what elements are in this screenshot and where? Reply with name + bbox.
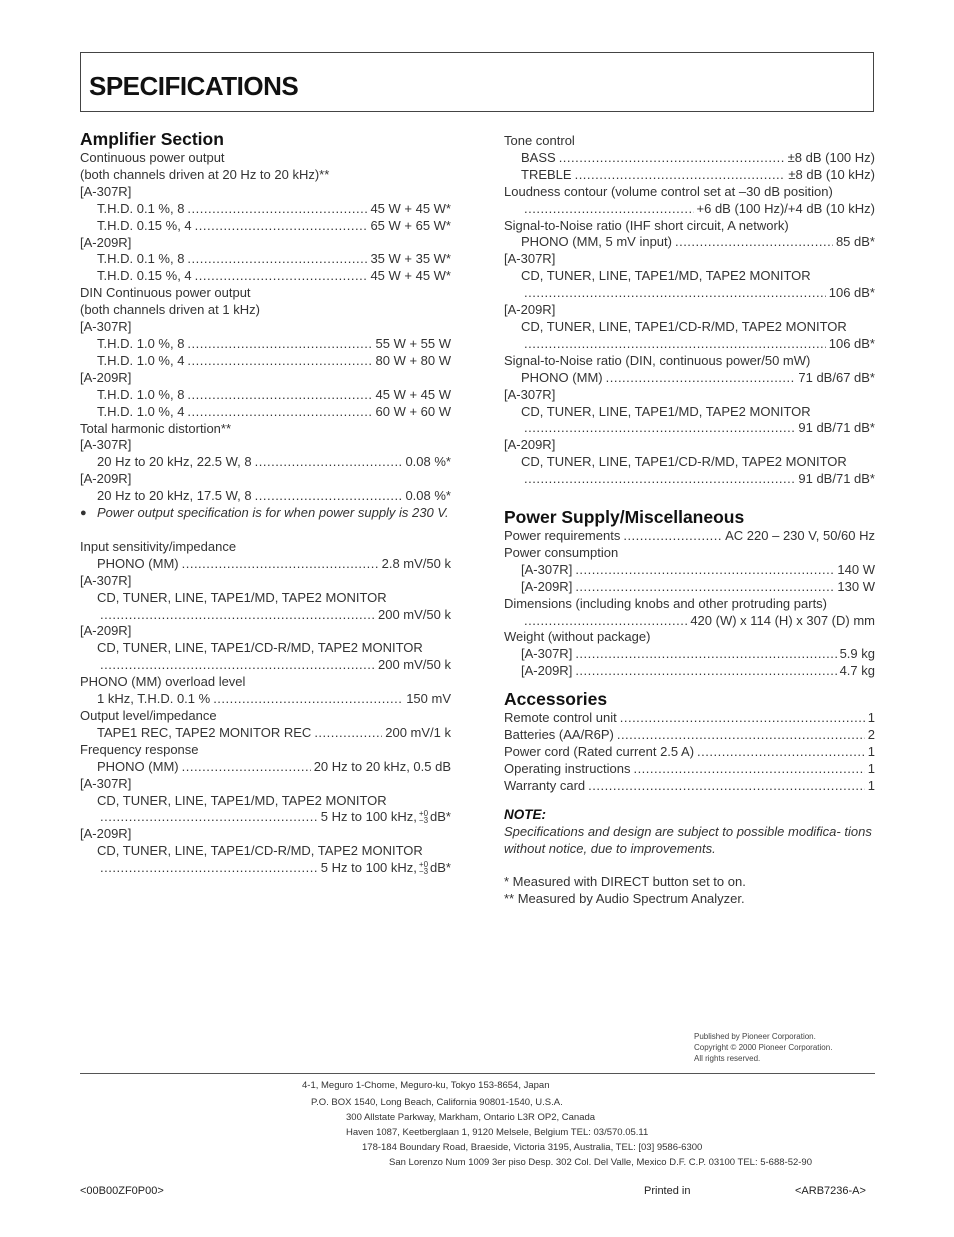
spec-label: [A-307R] xyxy=(521,646,573,662)
spec-label: PHONO (MM, 5 mV input) xyxy=(521,234,672,250)
spec-row xyxy=(80,268,451,285)
bullet-text: Power output specification is for when power supply is 230 V. xyxy=(97,505,449,521)
footnote: * Measured with DIRECT button set to on. xyxy=(504,874,746,890)
accessories-heading: Accessories xyxy=(504,689,608,710)
accessory-row xyxy=(504,761,875,778)
spec-label: T.H.D. 1.0 %, 4 xyxy=(97,403,185,419)
spec-label: 20 Hz to 20 kHz, 17.5 W, 8 xyxy=(97,488,252,504)
spec-line: Dimensions (including knobs and other protruding parts) xyxy=(504,595,828,611)
leader-dots xyxy=(255,488,403,505)
leader-dots xyxy=(588,778,865,795)
model-label: [A-307R] xyxy=(80,183,132,199)
accessory-label: Warranty card xyxy=(504,777,586,793)
spec-row xyxy=(504,285,875,302)
source-list: CD, TUNER, LINE, TAPE1/MD, TAPE2 MONITOR xyxy=(521,403,811,419)
leader-dots xyxy=(617,727,865,744)
leader-dots xyxy=(100,860,318,877)
spec-value: ±8 dB (100 Hz) xyxy=(787,149,875,165)
spec-row xyxy=(504,663,875,680)
page-title: SPECIFICATIONS xyxy=(89,71,299,101)
spec-row xyxy=(80,607,451,624)
spec-line: Signal-to-Noise ratio (DIN, continuous power/50 mW) xyxy=(504,352,811,368)
accessory-qty: 1 xyxy=(867,744,875,759)
spec-value: 420 (W) x 114 (H) x 307 (D) mm xyxy=(690,612,875,628)
spec-label: Power requirements xyxy=(504,528,621,544)
leader-dots xyxy=(524,201,694,218)
spec-row xyxy=(80,809,451,826)
tolerance-minus: −3 xyxy=(418,816,429,826)
spec-value: 200 mV/50 k xyxy=(378,606,451,622)
spec-value: AC 220 – 230 V, 50/60 Hz xyxy=(725,528,875,544)
spec-line: Weight (without package) xyxy=(504,629,651,645)
footer-code-right: <ARB7236-A> xyxy=(795,1185,866,1197)
spec-label: T.H.D. 1.0 %, 8 xyxy=(97,386,185,402)
leader-dots xyxy=(524,420,795,437)
spec-line: Power consumption xyxy=(504,544,619,560)
spec-line: (both channels driven at 1 kHz) xyxy=(80,302,260,318)
spec-label: BASS xyxy=(521,149,556,165)
address-line: 300 Allstate Parkway, Markham, Ontario L3R OP2, Canada xyxy=(346,1112,596,1123)
spec-value: 0.08 %* xyxy=(405,488,451,504)
leader-dots xyxy=(575,579,834,596)
leader-dots xyxy=(606,370,796,387)
spec-value: 20 Hz to 20 kHz, 0.5 dB xyxy=(313,758,451,774)
model-label: [A-307R] xyxy=(80,319,132,335)
spec-line: Signal-to-Noise ratio (IHF short circuit, A network) xyxy=(504,217,789,233)
model-label: [A-209R] xyxy=(504,302,556,318)
spec-line: DIN Continuous power output xyxy=(80,285,251,301)
spec-row xyxy=(504,579,875,596)
spec-value: ±8 dB (10 kHz) xyxy=(788,166,875,182)
leader-dots xyxy=(697,744,865,761)
spec-value: 60 W + 60 W xyxy=(375,403,451,419)
spec-value: 150 mV xyxy=(406,691,451,707)
accessory-qty: 1 xyxy=(867,710,875,726)
spec-value: 91 dB/71 dB* xyxy=(798,420,875,436)
spec-line: (both channels driven at 20 Hz to 20 kHz)** xyxy=(80,166,330,182)
publisher-line: Published by Pioneer Corporation. xyxy=(694,1032,816,1041)
spec-value: 85 dB* xyxy=(835,234,875,250)
spec-value: 45 W + 45 W xyxy=(375,386,451,402)
leader-dots xyxy=(195,218,368,235)
address-line: P.O. BOX 1540, Long Beach, California 90801-1540, U.S.A. xyxy=(311,1097,563,1108)
spec-value: 45 W + 45 W* xyxy=(370,200,451,216)
spec-value: 106 dB* xyxy=(828,335,875,351)
spec-value: 65 W + 65 W* xyxy=(370,217,451,233)
bullet-note xyxy=(80,505,451,522)
accessory-qty: 2 xyxy=(867,727,875,743)
spec-line: Tone control xyxy=(504,133,575,148)
spec-value: 200 mV/50 k xyxy=(378,657,451,673)
leader-dots xyxy=(675,234,833,251)
leader-dots xyxy=(100,809,318,826)
spec-value xyxy=(321,860,451,877)
accessory-label: Remote control unit xyxy=(504,710,617,726)
leader-dots xyxy=(187,336,372,353)
spec-row xyxy=(80,218,451,235)
spec-label: 20 Hz to 20 kHz, 22.5 W, 8 xyxy=(97,454,252,470)
spec-row xyxy=(80,725,451,742)
leader-dots xyxy=(182,759,311,776)
source-list: CD, TUNER, LINE, TAPE1/MD, TAPE2 MONITOR xyxy=(97,792,387,808)
spec-row xyxy=(504,370,875,387)
address-line: San Lorenzo Num 1009 3er piso Desp. 302 Col. Del Valle, Mexico D.F. C.P. 03100 TEL: 5-688-52-90 xyxy=(389,1157,812,1168)
tolerance xyxy=(419,861,428,875)
source-list: CD, TUNER, LINE, TAPE1/MD, TAPE2 MONITOR xyxy=(97,589,387,605)
spec-line: Loudness contour (volume control set at –30 dB position) xyxy=(504,183,833,199)
leader-dots xyxy=(623,528,722,545)
accessory-row xyxy=(504,744,875,761)
spec-row xyxy=(80,454,451,471)
spec-row xyxy=(80,759,451,776)
spec-value: 55 W + 55 W xyxy=(375,335,451,351)
source-list: CD, TUNER, LINE, TAPE1/CD-R/MD, TAPE2 MONITOR xyxy=(521,454,847,470)
model-label: [A-209R] xyxy=(80,826,132,842)
spec-row xyxy=(504,646,875,663)
leader-dots xyxy=(575,663,836,680)
amplifier-section xyxy=(80,128,451,877)
spec-value: 2.8 mV/50 k xyxy=(381,555,451,571)
leader-dots xyxy=(314,725,382,742)
spec-row xyxy=(504,167,875,184)
leader-dots xyxy=(524,471,795,488)
spec-row xyxy=(504,150,875,167)
leader-dots xyxy=(213,691,403,708)
spec-label: [A-307R] xyxy=(521,561,573,577)
leader-dots xyxy=(187,387,372,404)
leader-dots xyxy=(187,201,367,218)
model-label: [A-209R] xyxy=(80,623,132,639)
accessory-row xyxy=(504,727,875,744)
spec-label: PHONO (MM) xyxy=(97,758,179,774)
spec-label: T.H.D. 0.1 %, 8 xyxy=(97,251,185,267)
spec-value: +6 dB (100 Hz)/+4 dB (10 kHz) xyxy=(696,200,875,216)
note-text: Specifications and design are subject to possible modifica- tions without notice, due to improvements. xyxy=(504,823,872,856)
leader-dots xyxy=(255,454,403,471)
right-column xyxy=(504,133,875,908)
spec-value: 45 W + 45 W* xyxy=(370,268,451,284)
leader-dots xyxy=(187,251,367,268)
model-label: [A-307R] xyxy=(80,572,132,588)
spec-line: Frequency response xyxy=(80,741,199,757)
leader-dots xyxy=(633,761,864,778)
spec-row xyxy=(80,336,451,353)
spec-value: 4.7 kg xyxy=(839,663,875,679)
spec-row xyxy=(504,201,875,218)
spec-row xyxy=(504,420,875,437)
address-line: 4-1, Meguro 1-Chome, Meguro-ku, Tokyo 153-8654, Japan xyxy=(302,1080,550,1091)
spec-value: 140 W xyxy=(837,561,875,577)
spec-row xyxy=(504,471,875,488)
leader-dots xyxy=(620,710,865,727)
accessory-qty: 1 xyxy=(867,760,875,776)
spec-label: T.H.D. 0.1 %, 8 xyxy=(97,200,185,216)
spec-value: 130 W xyxy=(837,578,875,594)
spec-row xyxy=(504,562,875,579)
leader-dots xyxy=(575,646,836,663)
spec-label: PHONO (MM) xyxy=(521,369,603,385)
spec-row xyxy=(80,860,451,877)
spec-row xyxy=(504,234,875,251)
model-label: [A-307R] xyxy=(80,437,132,453)
footer-code-left: <00B00ZF0P00> xyxy=(80,1185,164,1197)
spec-value: 35 W + 35 W* xyxy=(370,251,451,267)
leader-dots xyxy=(100,657,375,674)
leader-dots xyxy=(182,556,379,573)
address-line: Haven 1087, Keetberglaan 1, 9120 Melsele, Belgium TEL: 03/570.05.11 xyxy=(346,1127,649,1138)
footer-printed-in: Printed in xyxy=(644,1185,691,1197)
spec-row xyxy=(80,387,451,404)
publisher-note xyxy=(694,1031,832,1064)
tolerance-plus: +0 xyxy=(418,860,429,870)
spec-value: 5.9 kg xyxy=(839,646,875,662)
model-label: [A-209R] xyxy=(80,471,132,487)
spec-label: TREBLE xyxy=(521,166,572,182)
model-label: [A-209R] xyxy=(80,369,132,385)
spec-label: [A-209R] xyxy=(521,663,573,679)
leader-dots xyxy=(524,613,687,630)
tolerance-plus: +0 xyxy=(418,809,429,819)
tolerance-minus: −3 xyxy=(418,867,429,877)
note-heading: NOTE: xyxy=(504,806,546,822)
spec-row xyxy=(80,251,451,268)
spec-label: 1 kHz, T.H.D. 0.1 % xyxy=(97,691,211,707)
leader-dots xyxy=(100,607,375,624)
leader-dots xyxy=(187,404,372,421)
spec-row xyxy=(504,528,875,545)
leader-dots xyxy=(575,167,786,184)
address-line: 178-184 Boundary Road, Braeside, Victoria 3195, Australia, TEL: [03] 9586-6300 xyxy=(362,1142,703,1153)
spec-row xyxy=(80,657,451,674)
leader-dots xyxy=(195,268,368,285)
tolerance xyxy=(419,810,428,824)
spec-row xyxy=(80,691,451,708)
model-label: [A-209R] xyxy=(80,234,132,250)
bullet-icon: ● xyxy=(80,507,87,520)
power-supply-heading: Power Supply/Miscellaneous xyxy=(504,507,745,528)
source-list: CD, TUNER, LINE, TAPE1/CD-R/MD, TAPE2 MONITOR xyxy=(521,318,847,334)
leader-dots xyxy=(187,353,372,370)
leader-dots xyxy=(575,562,834,579)
spec-row xyxy=(80,353,451,370)
accessory-row xyxy=(504,778,875,795)
model-label: [A-307R] xyxy=(504,386,556,402)
leader-dots xyxy=(524,336,826,353)
spec-line: PHONO (MM) overload level xyxy=(80,674,246,690)
spec-value: 71 dB/67 dB* xyxy=(798,369,875,385)
source-list: CD, TUNER, LINE, TAPE1/MD, TAPE2 MONITOR xyxy=(521,268,811,284)
model-label: [A-307R] xyxy=(80,775,132,791)
accessory-label: Batteries (AA/R6P) xyxy=(504,727,614,743)
spec-row xyxy=(504,336,875,353)
spec-row xyxy=(80,404,451,421)
accessory-label: Power cord (Rated current 2.5 A) xyxy=(504,744,695,759)
spec-line: Total harmonic distortion** xyxy=(80,420,232,436)
accessory-row xyxy=(504,710,875,727)
spec-line: Continuous power output xyxy=(80,150,225,165)
leader-dots xyxy=(559,150,785,167)
value-unit: dB* xyxy=(430,809,451,825)
spec-row xyxy=(504,613,875,630)
amplifier-heading: Amplifier Section xyxy=(80,129,224,149)
value-text: 5 Hz to 100 kHz, xyxy=(320,809,417,825)
spec-label: [A-209R] xyxy=(521,578,573,594)
spec-label: T.H.D. 1.0 %, 8 xyxy=(97,335,185,351)
footnote: ** Measured by Audio Spectrum Analyzer. xyxy=(504,891,745,907)
value-unit: dB* xyxy=(430,860,451,876)
source-list: CD, TUNER, LINE, TAPE1/CD-R/MD, TAPE2 MONITOR xyxy=(97,640,423,656)
spec-value: 80 W + 80 W xyxy=(375,352,451,368)
source-list: CD, TUNER, LINE, TAPE1/CD-R/MD, TAPE2 MONITOR xyxy=(97,843,423,859)
title-box xyxy=(80,52,874,112)
publisher-line: Copyright © 2000 Pioneer Corporation. xyxy=(694,1043,833,1052)
spec-label: PHONO (MM) xyxy=(97,555,179,571)
spec-value: 200 mV/1 k xyxy=(385,724,451,740)
publisher-line: All rights reserved. xyxy=(694,1054,761,1063)
leader-dots xyxy=(524,285,826,302)
spec-label: T.H.D. 0.15 %, 4 xyxy=(97,217,192,233)
value-text: 5 Hz to 100 kHz, xyxy=(320,860,417,876)
spec-label: T.H.D. 1.0 %, 4 xyxy=(97,352,185,368)
spec-row xyxy=(80,488,451,505)
divider xyxy=(80,1073,875,1074)
spec-row xyxy=(80,201,451,218)
accessory-label: Operating instructions xyxy=(504,760,631,776)
accessory-qty: 1 xyxy=(867,777,875,793)
spec-value: 106 dB* xyxy=(828,285,875,301)
spec-row xyxy=(80,556,451,573)
spec-value: 0.08 %* xyxy=(405,454,451,470)
spec-line: Output level/impedance xyxy=(80,708,217,723)
spec-value: 91 dB/71 dB* xyxy=(798,471,875,487)
model-label: [A-209R] xyxy=(504,437,556,453)
spec-label: TAPE1 REC, TAPE2 MONITOR REC xyxy=(97,724,312,740)
spec-label: T.H.D. 0.15 %, 4 xyxy=(97,268,192,284)
model-label: [A-307R] xyxy=(504,251,556,267)
spec-line: Input sensitivity/impedance xyxy=(80,538,237,554)
spec-value xyxy=(321,809,451,826)
